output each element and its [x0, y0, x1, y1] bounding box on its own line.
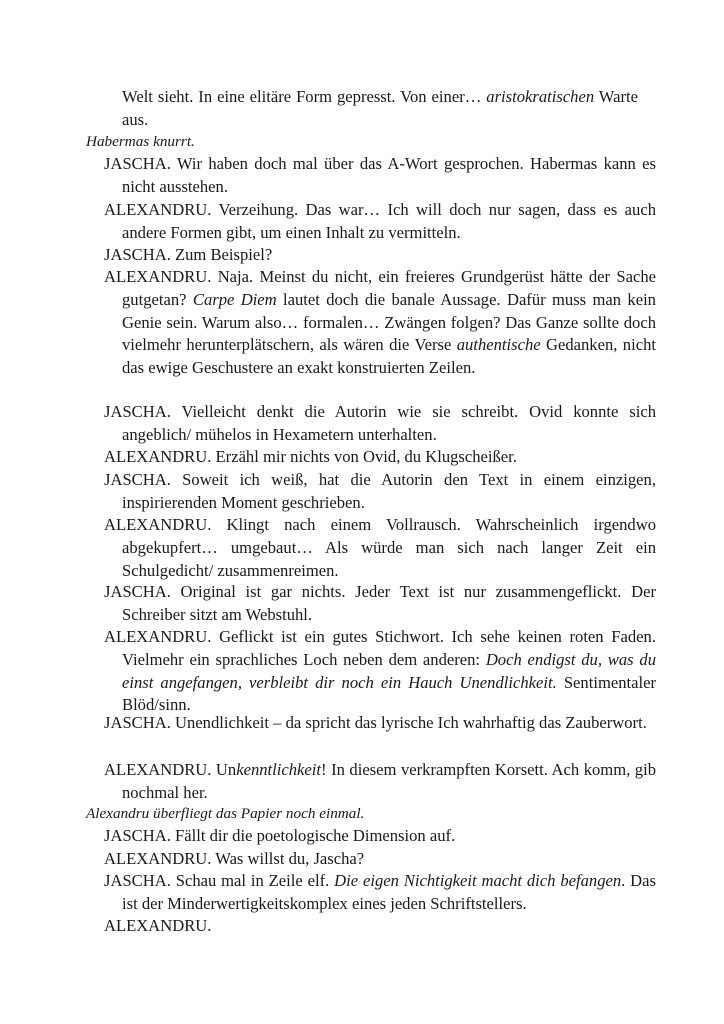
text-run: Gedanken, nicht das ewige Geschustere an exakt konstruierten Zeilen.: [122, 335, 656, 378]
text-run: ALEXANDRU. Geflickt ist ein gutes Stichwort. Ich sehe keinen roten Faden. Vielmehr ein sprachliches Loch neben dem anderen:: [104, 627, 656, 669]
text-run: ! In diesem verkrampften Korsett. Ach komm, gib nochmal her.: [122, 760, 656, 802]
dialogue-jascha: JASCHA. Original ist gar nichts. Jeder Text ist nur zusammengeflickt. Der Schreiber sitzt am Webstuhl.: [104, 582, 656, 624]
text-run: . Das ist der Minderwertigkeitskomplex eines jeden Schriftstellers.: [122, 871, 656, 913]
text-run: lautet doch die banale Aussage. Dafür muss man kein Genie sein. Warum also… formalen… Zwängen folgen? Das Ganze sollte doch vielmehr herunterplätschern, als wären die Verse: [122, 289, 656, 355]
dialogue-alexandru: ALEXANDRU. Erzähl mir nichts von Ovid, du Klugscheißer.: [104, 447, 517, 466]
dialogue-jascha: [104, 870, 656, 916]
text-run: Welt sieht. In eine elitäre Form gepresst. Von einer…: [122, 87, 482, 106]
dialogue-continuation: [122, 86, 638, 132]
dialogue-jascha: JASCHA. Vielleicht denkt die Autorin wie sie schreibt. Ovid konnte sich angeblich/ mühelos in Hexametern unterhalten.: [104, 402, 656, 444]
dialogue-jascha: JASCHA. Unendlichkeit – da spricht das lyrische Ich wahrhaftig das Zauberwort.: [104, 713, 647, 732]
italic-run: Carpe Diem: [192, 289, 277, 309]
stage-direction: Habermas knurrt.: [86, 133, 195, 150]
italic-run: kenntlichkeit: [236, 760, 321, 779]
dialogue-alexandru: ALEXANDRU. Was willst du, Jascha?: [104, 849, 365, 868]
dialogue-alexandru: [104, 626, 656, 717]
text-run: JASCHA. Schau mal in Zeile elf.: [104, 871, 330, 890]
italic-run: Die eigen Nichtigkeit macht dich befangen: [334, 871, 622, 890]
text-run: ALEXANDRU. Un: [104, 760, 237, 779]
stage-direction: Alexandru überfliegt das Papier noch einmal.: [86, 805, 365, 822]
dialogue-jascha: JASCHA. Zum Beispiel?: [104, 245, 273, 264]
dialogue-jascha: JASCHA. Soweit ich weiß, hat die Autorin den Text in einem einzigen, inspirierenden Moment geschrieben.: [104, 470, 656, 512]
text-run: Warte aus.: [122, 87, 638, 129]
italic-run: Doch endigst du, was du einst angefangen, verbleibt dir noch ein Hauch Unendlichkeit.: [122, 649, 656, 692]
dialogue-jascha: JASCHA. Fällt dir die poetologische Dimension auf.: [104, 826, 456, 845]
dialogue-alexandru: [104, 759, 656, 805]
dialogue-alexandru: ALEXANDRU. Klingt nach einem Vollrausch. Wahrscheinlich irgendwo abgekupfert… umgebaut… Als würde man sich nach langer Zeit ein Schulgedicht/ zusammenreimen.: [104, 515, 656, 580]
dialogue-alexandru: [104, 266, 656, 380]
dialogue-jascha: JASCHA. Wir haben doch mal über das A-Wort gesprochen. Habermas kann es nicht ausstehen.: [104, 154, 656, 196]
dialogue-alexandru: ALEXANDRU.: [104, 916, 212, 935]
italic-run: authentische: [456, 335, 541, 355]
text-run: ALEXANDRU. Naja. Meinst du nicht, ein freieres Grundgerüst hätte der Sache gutgetan?: [104, 267, 656, 309]
dialogue-alexandru: ALEXANDRU. Verzeihung. Das war… Ich will doch nur sagen, dass es auch andere Formen gibt, um einen Inhalt zu vermitteln.: [104, 200, 656, 242]
text-run: Sentimentaler Blöd/sinn.: [122, 672, 656, 715]
italic-run: aristokratischen: [486, 87, 595, 106]
